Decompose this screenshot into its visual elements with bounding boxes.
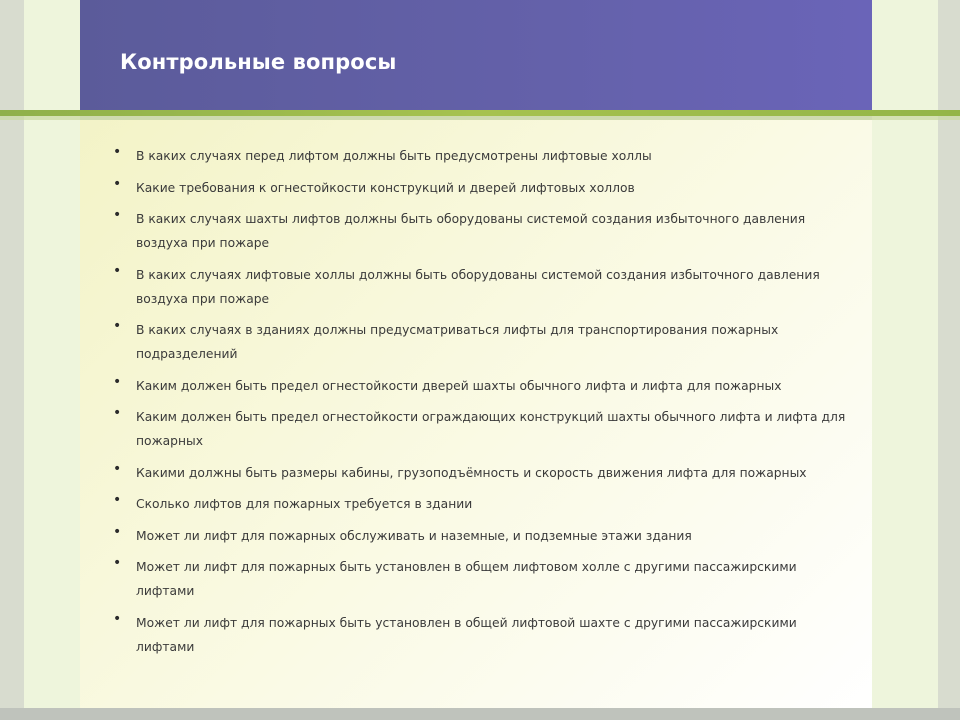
- question-item: [112, 492, 857, 516]
- question-text: В каких случаях в зданиях должны предусматриваться лифты для транспортирования пожарных подразделений: [136, 323, 779, 361]
- question-item: [112, 144, 857, 168]
- question-item: [112, 524, 857, 548]
- header-side-left: [0, 0, 80, 110]
- bottom-band: [0, 708, 960, 720]
- question-text: Каким должен быть предел огнестойкости дверей шахты обычного лифта и лифта для пожарных: [136, 378, 782, 393]
- bullet-icon: •: [113, 492, 122, 508]
- question-list: [112, 144, 857, 666]
- question-text: Может ли лифт для пожарных быть установлен в общей лифтовой шахте с другими пассажирскими лифтами: [136, 615, 797, 654]
- question-item: [112, 318, 857, 366]
- bullet-icon: •: [113, 555, 122, 571]
- question-item: [112, 263, 857, 311]
- question-item: [112, 555, 857, 603]
- question-text: Сколько лифтов для пожарных требуется в здании: [136, 497, 473, 511]
- question-item: [112, 207, 857, 255]
- page-title: Контрольные вопросы: [120, 50, 397, 74]
- bullet-icon: •: [113, 318, 122, 334]
- question-item: [112, 611, 857, 659]
- bullet-icon: •: [113, 373, 122, 390]
- question-text: Какие требования к огнестойкости конструкций и дверей лифтовых холлов: [136, 180, 635, 195]
- question-text: Может ли лифт для пожарных быть установлен в общем лифтовом холле с другими пассажирскими лифтами: [136, 560, 797, 598]
- question-item: [112, 405, 857, 453]
- bullet-icon: •: [113, 523, 122, 540]
- bullet-icon: •: [113, 144, 122, 160]
- question-item: [112, 176, 857, 200]
- question-text: В каких случаях перед лифтом должны быть предусмотрены лифтовые холлы: [136, 149, 652, 163]
- header-side-right: [872, 0, 960, 110]
- bullet-icon: •: [113, 207, 122, 223]
- question-text: Какими должны быть размеры кабины, грузоподъёмность и скорость движения лифта для пожарных: [136, 465, 807, 480]
- bullet-icon: •: [113, 405, 122, 421]
- question-text: В каких случаях лифтовые холлы должны быть оборудованы системой создания избыточного давления воздуха при пожаре: [136, 267, 820, 306]
- bullet-icon: •: [113, 460, 122, 477]
- question-item: [112, 461, 857, 485]
- question-item: [112, 374, 857, 398]
- question-text: В каких случаях шахты лифтов должны быть оборудованы системой создания избыточного давления воздуха при пожаре: [136, 212, 806, 250]
- bullet-icon: •: [113, 262, 122, 279]
- question-text: Каким должен быть предел огнестойкости ограждающих конструкций шахты обычного лифта и лифта для пожарных: [136, 410, 846, 448]
- question-text: Может ли лифт для пожарных обслуживать и наземные, и подземные этажи здания: [136, 528, 692, 543]
- bullet-icon: •: [113, 610, 122, 627]
- bullet-icon: •: [113, 175, 122, 192]
